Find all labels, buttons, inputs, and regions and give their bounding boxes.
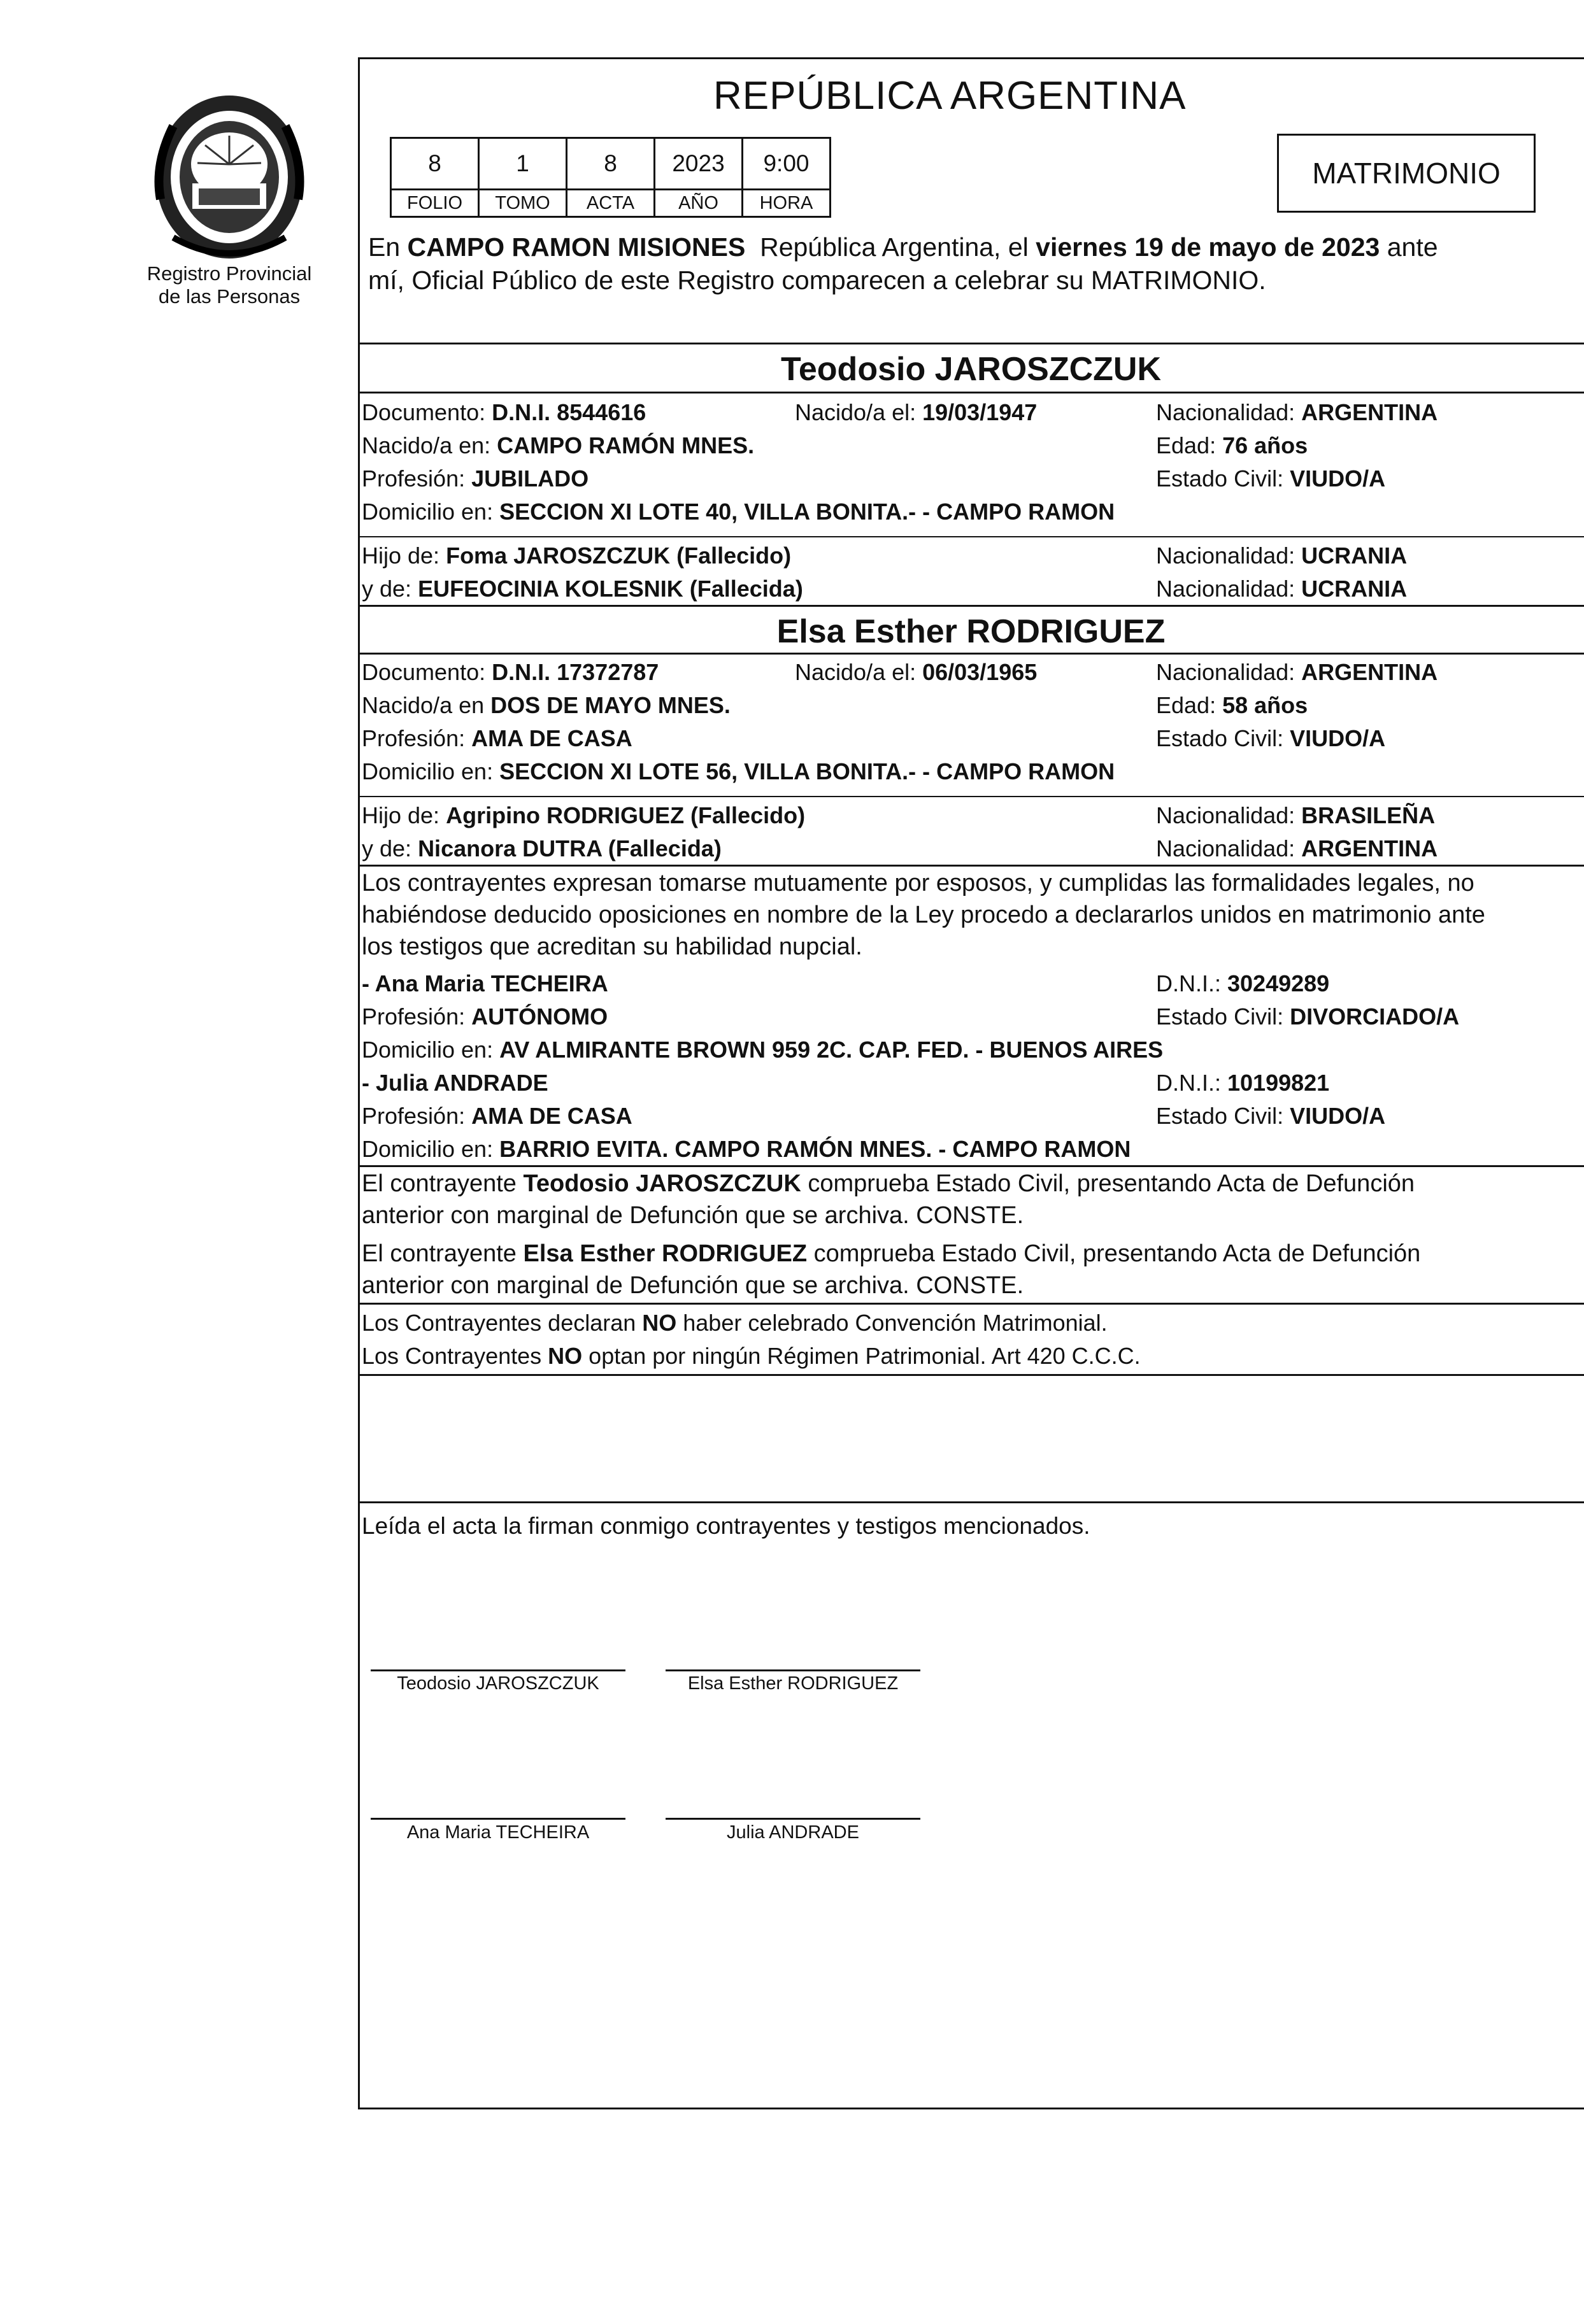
text: Los Contrayentes declaran	[362, 1310, 643, 1336]
note-spouse-1	[362, 1168, 1581, 1231]
value: DOS DE MAYO MNES.	[490, 692, 731, 718]
no: NO	[548, 1343, 583, 1369]
divider	[358, 392, 1584, 393]
declaration-line-3: los testigos que acreditan su habilidad nupcial.	[362, 933, 862, 960]
signature-name-witness-2: Julia ANDRADE	[727, 1822, 859, 1843]
label: Estado Civil:	[1156, 1103, 1290, 1129]
value: D.N.I. 17372787	[492, 659, 659, 685]
value: DIVORCIADO/A	[1290, 1003, 1460, 1030]
label: Nacido/a en	[362, 692, 491, 718]
value: SECCION XI LOTE 40, VILLA BONITA.- - CAMPO RAMON	[499, 499, 1115, 525]
divider	[358, 1165, 1584, 1167]
spouse-2-name: Elsa Esther RODRIGUEZ	[776, 613, 1166, 650]
declaration-line-1: Los contrayentes expresan tomarse mutuamente por esposos, y cumplidas las formalidades legales, no	[362, 870, 1474, 896]
convention-line-1	[362, 1307, 1581, 1340]
hora-label: HORA	[743, 190, 831, 217]
witness-2-civil-status	[1156, 1103, 1385, 1130]
label: D.N.I.:	[1156, 1070, 1228, 1096]
note-1-line-2: anterior con marginal de Defunción que se archiva. CONSTE.	[362, 1202, 1024, 1229]
value: AV ALMIRANTE BROWN 959 2C. CAP. FED. - BUENOS AIRES	[499, 1037, 1164, 1063]
label: Profesión:	[362, 465, 472, 492]
witness-1-name: - Ana Maria TECHEIRA	[362, 970, 608, 996]
label: D.N.I.:	[1156, 970, 1228, 996]
value: 58 años	[1222, 692, 1308, 718]
acta-value: 8	[567, 138, 655, 190]
value: Nicanora DUTRA (Fallecida)	[418, 835, 722, 861]
signature-line	[371, 1669, 625, 1671]
note-spouse-2	[362, 1238, 1581, 1301]
value: BARRIO EVITA. CAMPO RAMÓN MNES. - CAMPO RAMON	[499, 1136, 1131, 1162]
closing-text: Leída el acta la firman conmigo contrayentes y testigos mencionados.	[362, 1513, 1090, 1539]
label: Estado Civil:	[1156, 465, 1290, 492]
spouse-1-father-nationality	[1156, 542, 1407, 569]
folio-label: FOLIO	[391, 190, 479, 217]
spouse-1-civil-status	[1156, 465, 1385, 492]
label: Domicilio en:	[362, 758, 500, 784]
name: Elsa Esther RODRIGUEZ	[523, 1240, 808, 1267]
value: EUFEOCINIA KOLESNIK (Fallecida)	[418, 576, 803, 602]
text: Los Contrayentes	[362, 1343, 548, 1369]
signature-name-spouse-1: Teodosio JAROSZCZUK	[397, 1673, 599, 1694]
folio-value: 8	[391, 138, 479, 190]
divider	[358, 1303, 1584, 1305]
value: VIUDO/A	[1290, 1103, 1386, 1129]
text: comprueba Estado Civil, presentando Acta de Defunción	[801, 1170, 1415, 1197]
hora-value: 9:00	[743, 138, 831, 190]
text: comprueba Estado Civil, presentando Acta de Defunción	[807, 1240, 1421, 1267]
tomo-value: 1	[479, 138, 567, 190]
label: Nacionalidad:	[1156, 399, 1302, 425]
witness-1-civil-status	[1156, 1003, 1459, 1030]
intro-text-a: En	[368, 232, 408, 262]
intro-place: CAMPO RAMON MISIONES	[407, 232, 746, 262]
label: Documento:	[362, 399, 492, 425]
spouse-2-civil-status	[1156, 725, 1385, 752]
spouse-1-profession	[362, 465, 589, 492]
label: Nacido/a el:	[795, 399, 923, 425]
divider	[358, 343, 1584, 344]
label: y de:	[362, 835, 418, 861]
witness-1-address	[362, 1037, 1163, 1063]
intro-text-c: ante	[1380, 232, 1438, 262]
witness-2-address	[362, 1136, 1131, 1163]
witness-2-profession	[362, 1103, 632, 1130]
signature-line	[666, 1669, 920, 1671]
value: AUTÓNOMO	[471, 1003, 608, 1030]
label: Nacido/a en:	[362, 432, 497, 458]
spouse-1-mother-nationality	[1156, 576, 1407, 602]
value: 76 años	[1222, 432, 1308, 458]
divider	[358, 1374, 1584, 1376]
value: D.N.I. 8544616	[492, 399, 646, 425]
spouse-1-name: Teodosio JAROSZCZUK	[780, 351, 1162, 388]
label: Nacionalidad:	[1156, 542, 1302, 569]
name: Teodosio JAROSZCZUK	[523, 1170, 801, 1197]
anio-value: 2023	[655, 138, 743, 190]
label: Hijo de:	[362, 542, 446, 569]
divider	[358, 536, 1584, 537]
spouse-2-father-nationality	[1156, 802, 1435, 829]
declaration-line-2: habiéndose deducido oposiciones en nombre de la Ley procedo a declararlos unidos en matrimonio ante	[362, 902, 1485, 928]
value: JUBILADO	[471, 465, 589, 492]
label: Estado Civil:	[1156, 1003, 1290, 1030]
value: 30249289	[1227, 970, 1330, 996]
convention-line-2	[362, 1340, 1581, 1373]
label: Domicilio en:	[362, 1136, 500, 1162]
registry-line-2: de las Personas	[158, 285, 301, 308]
frame-bottom-border	[358, 2108, 1584, 2109]
label: Nacido/a el:	[795, 659, 923, 685]
label: Nacionalidad:	[1156, 659, 1302, 685]
spouse-2-birthplace	[362, 692, 731, 719]
acta-label: ACTA	[567, 190, 655, 217]
spouse-1-document	[362, 399, 646, 426]
witness-1-dni	[1156, 970, 1329, 997]
spouse-2-profession	[362, 725, 632, 752]
label: Nacionalidad:	[1156, 576, 1302, 602]
signature-line	[371, 1818, 625, 1820]
value: AMA DE CASA	[471, 1103, 632, 1129]
divider	[358, 653, 1584, 655]
spouse-2-document	[362, 659, 659, 686]
value: 06/03/1965	[922, 659, 1038, 685]
spouse-1-address	[362, 499, 1115, 525]
conventions	[362, 1307, 1581, 1373]
divider	[358, 605, 1584, 607]
spouse-1-mother	[362, 576, 803, 602]
value: CAMPO RAMÓN MNES.	[497, 432, 755, 458]
signature-line	[666, 1818, 920, 1820]
spouse-1-father	[362, 542, 791, 569]
intro-date: viernes 19 de mayo de 2023	[1036, 232, 1380, 262]
value: Agripino RODRIGUEZ (Fallecido)	[446, 802, 806, 828]
label: Domicilio en:	[362, 1037, 500, 1063]
divider	[358, 796, 1584, 797]
spouse-2-mother	[362, 835, 722, 862]
label: Nacionalidad:	[1156, 802, 1302, 828]
label: Estado Civil:	[1156, 725, 1290, 751]
value: AMA DE CASA	[471, 725, 632, 751]
registry-line-1: Registro Provincial	[146, 262, 312, 285]
label: Documento:	[362, 659, 492, 685]
text: haber celebrado Convención Matrimonial.	[676, 1310, 1108, 1336]
value: 19/03/1947	[922, 399, 1038, 425]
spouse-2-age	[1156, 692, 1308, 719]
value: UCRANIA	[1301, 542, 1408, 569]
divider	[358, 1501, 1584, 1503]
tomo-label: TOMO	[479, 190, 567, 217]
value: SECCION XI LOTE 56, VILLA BONITA.- - CAMPO RAMON	[499, 758, 1115, 784]
label: Edad:	[1156, 432, 1223, 458]
record-type-box: MATRIMONIO	[1277, 134, 1536, 213]
no: NO	[642, 1310, 677, 1336]
spouse-1-birthdate	[795, 399, 1037, 426]
text: El contrayente	[362, 1170, 524, 1197]
note-2-line-2: anterior con marginal de Defunción que se archiva. CONSTE.	[362, 1272, 1024, 1299]
value: BRASILEÑA	[1301, 802, 1436, 828]
label: Edad:	[1156, 692, 1223, 718]
label: Nacionalidad:	[1156, 835, 1302, 861]
spouse-2-mother-nationality	[1156, 835, 1438, 862]
anio-label: AÑO	[655, 190, 743, 217]
note-2-line-1	[362, 1238, 1581, 1270]
value: ARGENTINA	[1301, 399, 1438, 425]
label: Profesión:	[362, 1103, 472, 1129]
signature-name-spouse-2: Elsa Esther RODRIGUEZ	[687, 1673, 899, 1694]
spouse-2-nationality	[1156, 659, 1438, 686]
label: Domicilio en:	[362, 499, 500, 525]
signature-name-witness-1: Ana Maria TECHEIRA	[406, 1822, 590, 1843]
intro-paragraph	[368, 230, 1581, 297]
spouse-2-father	[362, 802, 805, 829]
value: Foma JAROSZCZUK (Fallecido)	[446, 542, 792, 569]
record-number-table	[390, 137, 831, 218]
declaration-paragraph	[362, 867, 1581, 963]
label: y de:	[362, 576, 418, 602]
value: UCRANIA	[1301, 576, 1408, 602]
spouse-1-birthplace	[362, 432, 754, 459]
spouse-2-address	[362, 758, 1115, 785]
intro-text-b: República Argentina, el	[745, 232, 1036, 262]
spouse-2-birthdate	[795, 659, 1037, 686]
label: Hijo de:	[362, 802, 446, 828]
intro-line-2: mí, Oficial Público de este Registro comparecen a celebrar su MATRIMONIO.	[368, 266, 1266, 295]
value: VIUDO/A	[1290, 725, 1386, 751]
witness-2-name: - Julia ANDRADE	[362, 1070, 548, 1096]
province-seal-icon	[148, 88, 311, 266]
registry-label	[124, 262, 334, 308]
spouse-1-age	[1156, 432, 1308, 459]
frame-top-border	[358, 57, 1584, 59]
witness-2-dni	[1156, 1070, 1329, 1096]
text: optan por ningún Régimen Patrimonial. Art 420 C.C.C.	[582, 1343, 1141, 1369]
value: 10199821	[1227, 1070, 1330, 1096]
divider	[358, 865, 1584, 867]
value: ARGENTINA	[1301, 659, 1438, 685]
label: Profesión:	[362, 725, 472, 751]
witness-1-profession	[362, 1003, 608, 1030]
value: ARGENTINA	[1301, 835, 1438, 861]
note-1-line-1	[362, 1168, 1581, 1200]
spouse-1-nationality	[1156, 399, 1438, 426]
intro-line-1	[368, 230, 1581, 264]
label: Profesión:	[362, 1003, 472, 1030]
value: VIUDO/A	[1290, 465, 1386, 492]
document-title: REPÚBLICA ARGENTINA	[713, 74, 1187, 118]
text: El contrayente	[362, 1240, 524, 1267]
